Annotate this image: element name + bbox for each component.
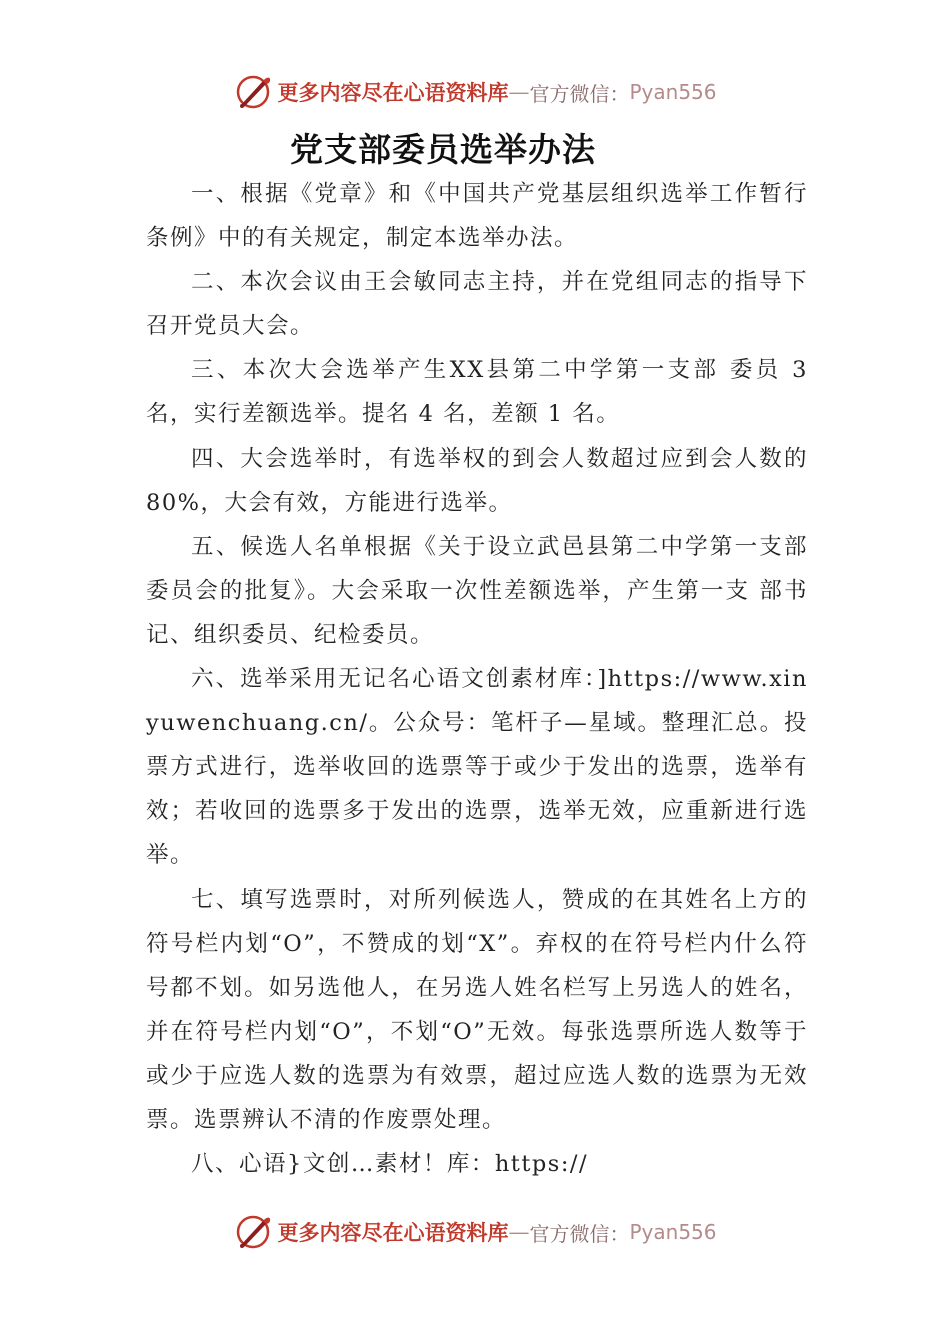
paragraph-3: 三、本次大会选举产生XX县第二中学第一支部 委员 3 名，实行差额选举。提名 4 名，差额 1 名。 — [146, 357, 808, 428]
quill-logo-icon — [233, 72, 273, 112]
quill-logo-icon — [233, 1212, 273, 1252]
paragraph-8: 八、心语}文创…素材！库：https:// — [191, 1151, 589, 1178]
paragraph-2: 二、本次会议由王会敏同志主持，并在党组同志的指导下召开党员大会。 — [146, 269, 808, 340]
document-body — [146, 172, 808, 1186]
banner-dash: — — [508, 1220, 530, 1244]
document-title: 党支部委员选举办法 — [290, 130, 596, 169]
banner-wechat-id: Pyan556 — [629, 80, 717, 104]
footer-watermark-banner — [0, 1210, 950, 1254]
paragraph-5: 五、候选人名单根据《关于设立武邑县第二中学第一支部委员会的批复》。大会采取一次性差额选举，产生第一支 部书记、组织委员、纪检委员。 — [146, 533, 808, 648]
banner-wechat-id: Pyan556 — [629, 1220, 717, 1244]
banner-wechat-label: 官方微信： — [529, 1221, 630, 1246]
banner-wechat-label: 官方微信： — [529, 81, 630, 106]
banner-dash: — — [508, 80, 530, 104]
header-watermark-banner — [0, 70, 950, 114]
banner-main-text: 更多内容尽在心语资料库 — [277, 80, 509, 105]
banner-main-text: 更多内容尽在心语资料库 — [277, 1220, 509, 1245]
paragraph-7: 七、填写选票时，对所列候选人，赞成的在其姓名上方的符号栏内划“O”，不赞成的划“X”。弃权的在符号栏内什么符号都不划。如另选他人，在另选人姓名栏写上另选人的姓名，并在符号栏内划“O”，不划“O”无效。每张选票所选人数等于或少于应选人数的选票为有效票，超过应选人数的选票为无效票。选票辨认不清的作废票处理。 — [146, 886, 808, 1133]
paragraph-4: 四、大会选举时，有选举权的到会人数超过应到会人数的 80%，大会有效，方能进行选举。 — [146, 445, 808, 516]
paragraph-6: 六、选举采用无记名心语文创素材库：]https://www.xinyuwenchuang.cn/。公众号：笔杆子—星域。整理汇总。投票方式进行，选举收回的选票等于或少于发出的选票，选举有效；若收回的选票多于发出的选票，选举无效，应重新进行选举。 — [146, 666, 808, 869]
paragraph-1: 一、根据《党章》和《中国共产党基层组织选举工作暂行条例》中的有关规定，制定本选举办法。 — [146, 181, 808, 252]
